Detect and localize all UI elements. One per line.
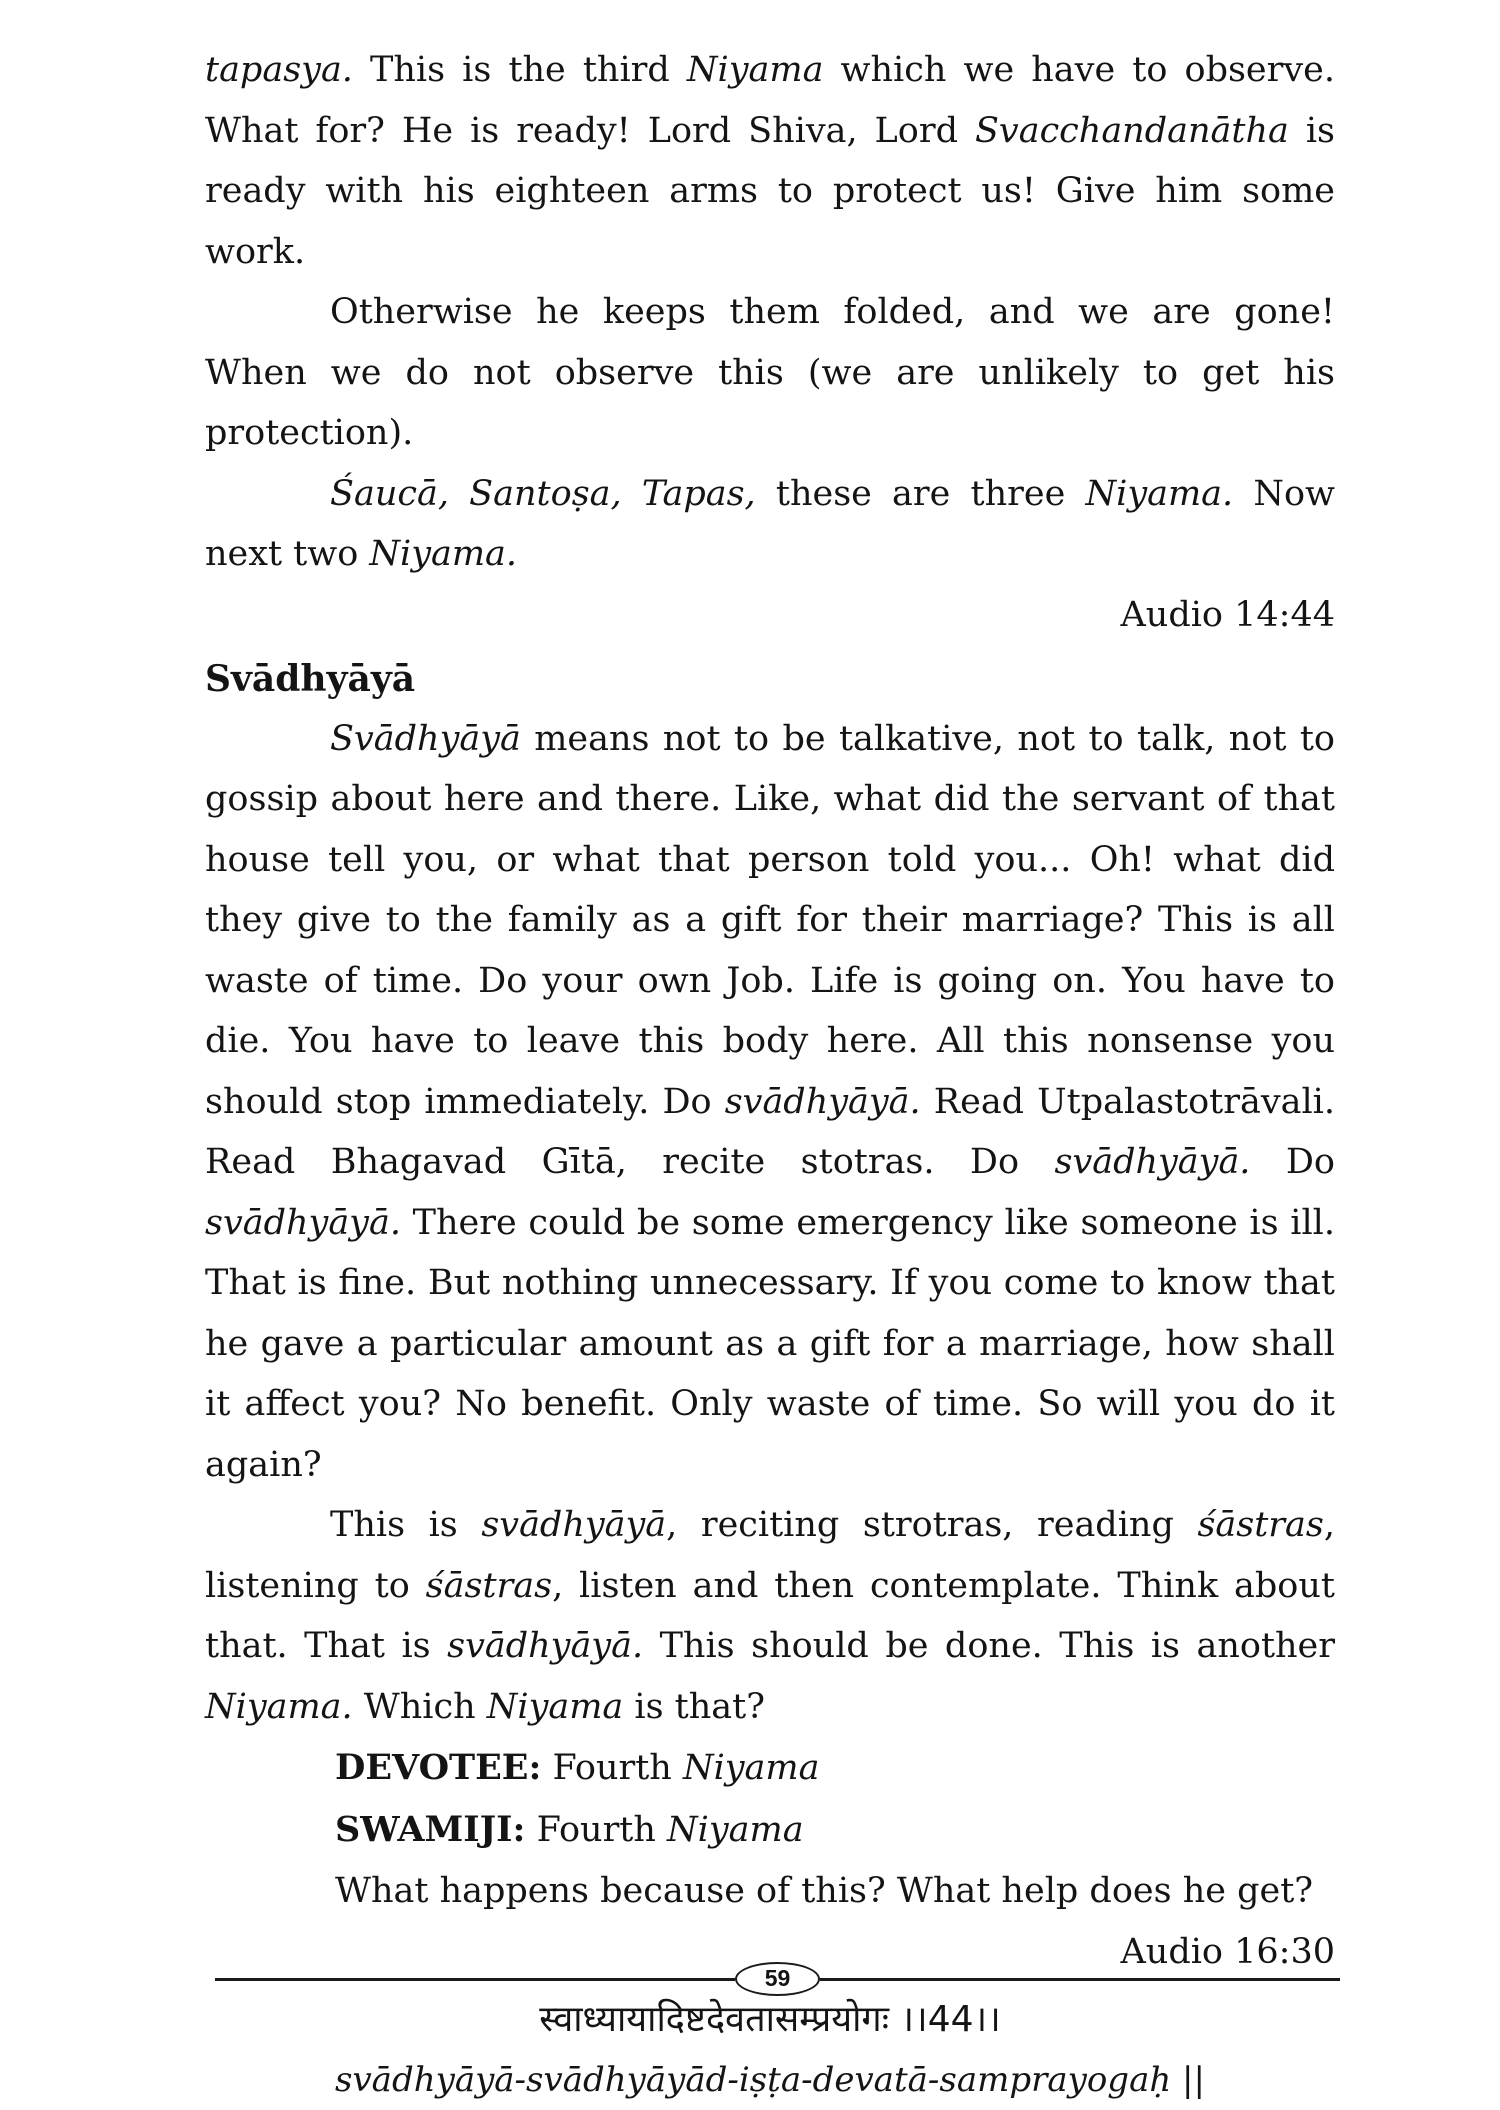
italic-term: svādhyāyā. bbox=[447, 1626, 644, 1666]
footer-rule-left bbox=[215, 1978, 735, 1981]
paragraph-three-niyama bbox=[205, 464, 1335, 585]
italic-term: svādhyāyā bbox=[481, 1505, 667, 1545]
text-run: This is the third bbox=[352, 50, 687, 90]
italic-term: Niyama. bbox=[1085, 473, 1234, 514]
paragraph-otherwise bbox=[205, 282, 1335, 464]
dialog-swamiji bbox=[205, 1799, 1335, 1861]
page-footer bbox=[215, 1960, 1340, 2000]
text-run: Now next two bbox=[205, 473, 1335, 574]
text-run: Otherwise he keeps them folded, and we are gone! When we do not observe this (we are unlikely to get his protection). bbox=[205, 292, 1335, 453]
verse-transliteration: svādhyāyā-svādhyāyād-iṣṭa-devatā-samprayogaḥ || bbox=[335, 2060, 1205, 2100]
swamiji-text: Fourth bbox=[525, 1810, 668, 1850]
text-run: , listening to bbox=[205, 1505, 1335, 1606]
paragraph-svadhyaya-meaning bbox=[205, 709, 1335, 1496]
italic-term: svādhyāyā. bbox=[205, 1202, 401, 1243]
italic-term: Svādhyāyā bbox=[330, 718, 521, 759]
text-run: Do bbox=[1250, 1142, 1335, 1182]
italic-term: Śaucā, Santoṣa, Tapas, bbox=[330, 473, 756, 514]
italic-term: svādhyāyā. bbox=[724, 1081, 921, 1122]
text-run: means not to be talkative, not to talk, not to gossip about here and there. Like, what did the servant of that house tell you, or what that person told you... Oh! what did they give to the family as a gift for their marriage? This is all waste of time. Do your own Job. Life is going on. You have to die. You have to leave this body here. All this nonsense you should stop immediately. Do bbox=[205, 718, 1335, 1122]
italic-term: Niyama. bbox=[205, 1686, 353, 1727]
text-run: Which bbox=[352, 1686, 487, 1727]
text-run: is ready with his eighteen arms to protect us! Give him some work. bbox=[205, 110, 1336, 272]
text-run: , reciting strotras, reading bbox=[666, 1505, 1198, 1545]
italic-term: śāstras bbox=[425, 1565, 553, 1606]
dialog-question: What happens because of this? What help does he get? bbox=[335, 1871, 1314, 1911]
devotee-term: Niyama bbox=[682, 1748, 820, 1788]
paragraph-svadhyaya-reciting bbox=[205, 1495, 1335, 1737]
italic-term: tapasya. bbox=[205, 50, 353, 90]
paragraph-tapasya bbox=[205, 40, 1335, 282]
footer-rule-right bbox=[820, 1978, 1340, 1981]
text-run: There could be some emergency like someone is ill. That is fine. But nothing unnecessary. If you come to know that he gave a particular amount as a gift for a marriage, how shall it affect you? No benefit. Only waste of time. So will you do it again? bbox=[205, 1202, 1335, 1485]
swamiji-term: Niyama bbox=[667, 1810, 804, 1850]
section-heading: Svādhyāyā bbox=[205, 657, 416, 700]
italic-term: Niyama bbox=[686, 50, 824, 90]
text-run: these are three bbox=[755, 473, 1086, 514]
text-run: This should be done. This is another bbox=[643, 1626, 1335, 1666]
italic-term: śāstras bbox=[1197, 1505, 1324, 1545]
italic-term: Niyama. bbox=[369, 534, 518, 574]
page-body bbox=[205, 40, 1335, 2110]
italic-term: Svacchandanātha bbox=[974, 110, 1289, 151]
text-run: Read Utpalastotrāvali. Read Bhagavad Gītā, recite stotras. Do bbox=[205, 1081, 1335, 1182]
italic-term: svādhyāyā. bbox=[1054, 1142, 1251, 1182]
speaker-swamiji: SWAMIJI: bbox=[335, 1809, 526, 1850]
text-run: This is bbox=[330, 1505, 482, 1545]
audio-timestamp-1: Audio 14:44 bbox=[1120, 594, 1335, 635]
text-run: which we have to observe. What for? He is ready! Lord Shiva, Lord bbox=[205, 50, 1335, 151]
devotee-text: Fourth bbox=[541, 1748, 683, 1788]
italic-term: Niyama bbox=[486, 1686, 624, 1727]
page-number: 59 bbox=[735, 1962, 820, 1996]
dialog-devotee bbox=[205, 1737, 1335, 1799]
audio-timestamp-2: Audio 16:30 bbox=[1120, 1932, 1335, 1972]
text-run: , listen and then contemplate. Think about that. That is bbox=[205, 1565, 1335, 1666]
speaker-devotee: DEVOTEE: bbox=[335, 1747, 542, 1788]
verse-devanagari: स्वाध्यायादिष्टदेवतासम्प्रयोगः ।।44।। bbox=[539, 1999, 1001, 2040]
text-run: is that? bbox=[623, 1686, 765, 1727]
